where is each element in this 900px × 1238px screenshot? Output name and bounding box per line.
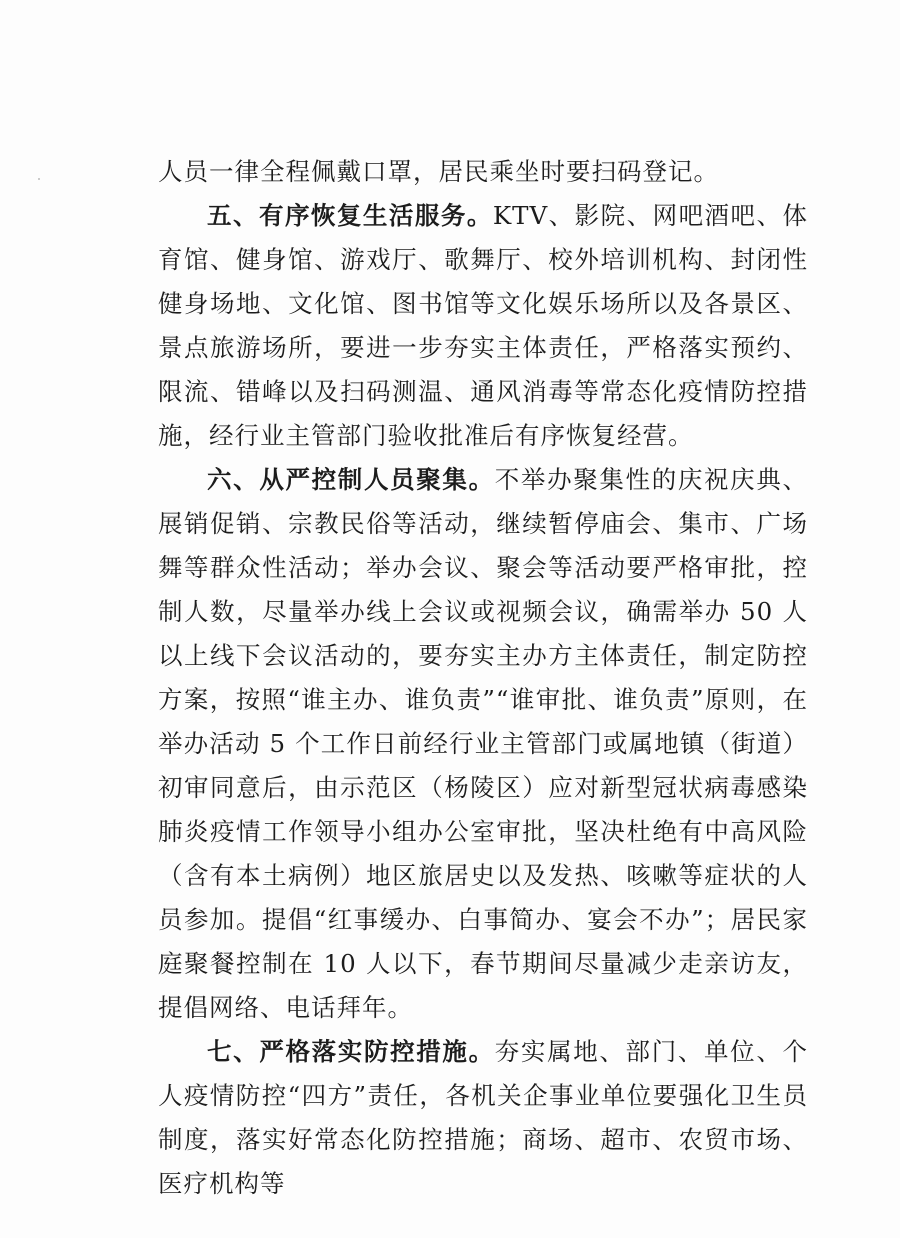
paragraph-section-5: [158, 194, 808, 458]
document-body: [158, 150, 808, 1206]
paragraph-body: KTV、影院、网吧酒吧、体育馆、健身馆、游戏厅、歌舞厅、校外培训机构、封闭性健身场地、文化馆、图书馆等文化娱乐场所以及各景区、景点旅游场所，要进一步夯实主体责任，严格落实预约、限流、错峰以及扫码测温、通风消毒等常态化疫情防控措施，经行业主管部门验收批准后有序恢复经营。: [158, 201, 809, 450]
paragraph-continuation: [158, 150, 808, 194]
section-heading: 五、有序恢复生活服务。: [207, 201, 493, 230]
paragraph-section-6: [158, 458, 808, 1030]
section-heading: 六、从严控制人员聚集。: [207, 465, 495, 494]
paragraph-section-7: [158, 1030, 808, 1206]
paragraph-body: 不举办聚集性的庆祝庆典、展销促销、宗教民俗等活动，继续暂停庙会、集市、广场舞等群众性活动；举办会议、聚会等活动要严格审批，控制人数，尽量举办线上会议或视频会议，确需举办 50 人以上线下会议活动的，要夯实主办方主体责任，制定防控方案，按照“谁主办、谁负责”“谁审批、谁负责”原则，在举办活动 5 个工作日前经行业主管部门或属地镇（街道）初审同意后，由示范区（杨陵区）应对新型冠状病毒感染肺炎疫情工作领导小组办公室审批，坚决杜绝有中高风险（含有本土病例）地区旅居史以及发热、咳嗽等症状的人员参加。提倡“红事缓办、白事简办、宴会不办”；居民家庭聚餐控制在 10 人以下，春节期间尽量减少走亲访友，提倡网络、电话拜年。: [158, 465, 808, 1022]
paragraph-body: 人员一律全程佩戴口罩，居民乘坐时要扫码登记。: [158, 157, 719, 186]
paragraph-body: 夯实属地、部门、单位、个人疫情防控“四方”责任，各机关企事业单位要强化卫生员制度，落实好常态化防控措施；商场、超市、农贸市场、医疗机构等: [158, 1037, 808, 1198]
section-heading: 七、严格落实防控措施。: [207, 1037, 495, 1066]
scan-speck: [38, 178, 40, 180]
